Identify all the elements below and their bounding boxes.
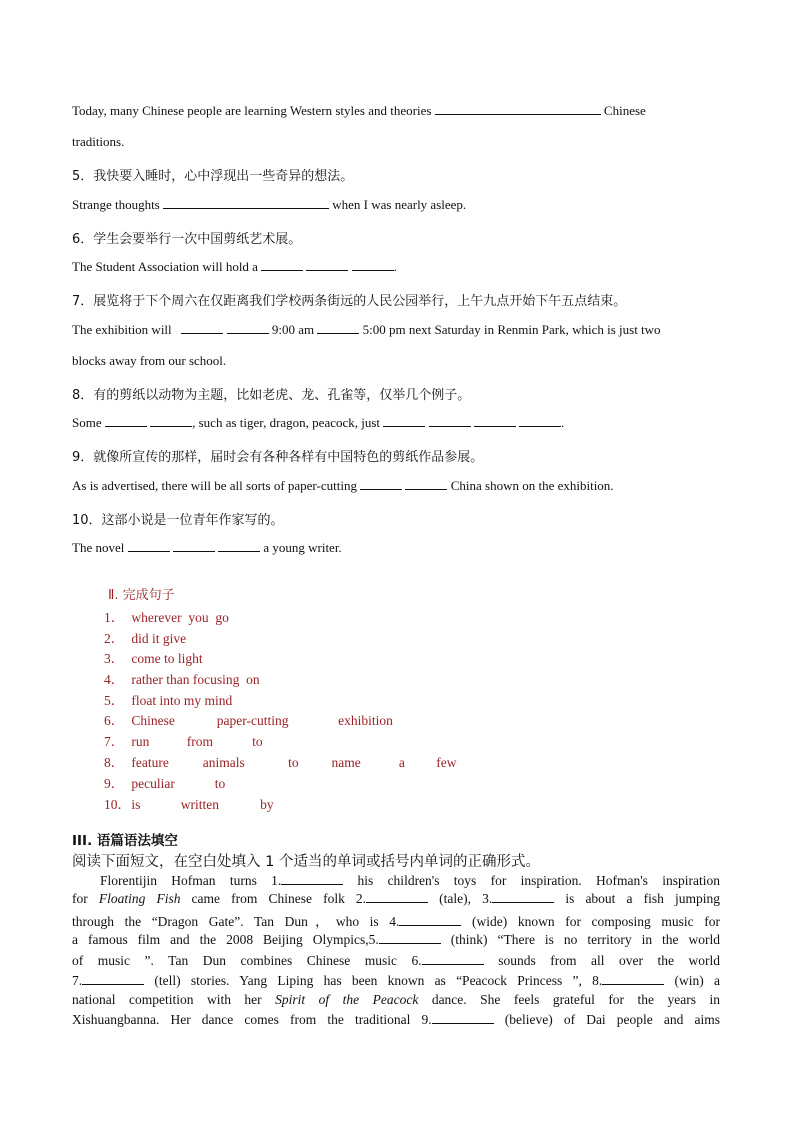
answer-word: to [214, 776, 226, 791]
answer-word: my [183, 693, 202, 708]
answer-blank-9[interactable] [432, 1011, 494, 1024]
passage-text: for [72, 891, 99, 906]
answer-word: come [131, 651, 161, 666]
answer-word: Chinese [131, 713, 175, 728]
passage-title-italic: Floating Fish [98, 891, 181, 906]
sentence-text: blocks away from our school. [72, 353, 227, 368]
sentence-text: , such as tiger, dragon, peacock, just [192, 415, 381, 430]
answer-line-6 [104, 709, 393, 729]
sentence-line [72, 540, 342, 556]
answer-blank-1[interactable] [281, 872, 343, 885]
sentence-line [72, 197, 466, 213]
answer-blank[interactable] [105, 415, 147, 427]
answer-blank[interactable] [173, 540, 215, 552]
answer-word: from [186, 734, 213, 749]
answer-word: name [331, 755, 361, 770]
sentence-line [72, 259, 397, 275]
answer-word: did [131, 631, 149, 646]
answer-blank[interactable] [306, 259, 348, 271]
sentence-text: . [393, 259, 397, 274]
answer-blank[interactable] [519, 415, 561, 427]
sentence-line [72, 478, 614, 494]
passage-text: Xishuangbanna. Her dance comes from the traditional 9. [72, 1012, 432, 1027]
sentence-text: 9:00 am [271, 322, 315, 337]
answer-blank-8[interactable] [602, 972, 664, 985]
answer-word: on [246, 672, 260, 687]
answer-blank-7[interactable] [82, 972, 144, 985]
answer-word: animals [202, 755, 245, 770]
answer-blank[interactable] [429, 415, 471, 427]
passage-text: of music ”. Tan Dun combines Chinese music 6. [72, 953, 422, 968]
answer-number: 3． [104, 651, 125, 666]
answer-word: feature [131, 755, 169, 770]
answer-word: wherever [131, 610, 182, 625]
answer-blank[interactable] [435, 103, 601, 115]
answer-line-8 [104, 751, 457, 771]
chinese-prompt: 8．有的剪纸以动物为主题，比如老虎、龙、孔雀等，仅举几个例子。 [72, 388, 471, 403]
answer-word: light [177, 651, 203, 666]
chinese-prompt: 9．就像所宣传的那样，届时会有各种各样有中国特色的剪纸作品参展。 [72, 450, 484, 465]
sentence-line [72, 415, 564, 431]
sentence-text: a young writer. [263, 540, 342, 555]
passage-text: Florentijin Hofman turns 1. [100, 873, 282, 888]
sentence-line [72, 103, 646, 119]
answer-number: 1． [104, 610, 125, 625]
answer-number: 7． [104, 734, 125, 749]
answer-word: rather [131, 672, 163, 687]
passage-title-italic: Spirit of the Peacock [275, 992, 419, 1007]
passage-text: is about a fish jumping [554, 891, 720, 906]
passage-text: (win) a [664, 973, 720, 988]
sentence-text: Strange thoughts [72, 197, 160, 212]
answer-word: exhibition [338, 713, 393, 728]
sentence-text: traditions. [72, 134, 125, 149]
answer-line-2 [104, 627, 186, 647]
passage-text: his children's toys for inspiration. Hofman's inspiration [343, 873, 720, 888]
chinese-prompt: 7．展览将于下个周六在仅距离我们学校两条街远的人民公园举行，上午九点开始下午五点结束。 [72, 294, 627, 309]
answer-word: by [260, 797, 274, 812]
passage-line [72, 1011, 720, 1028]
sentence-text: . [561, 415, 565, 430]
sentence-line [72, 353, 226, 369]
answer-blank[interactable] [352, 259, 394, 271]
chinese-prompt: 10．这部小说是一位青年作家写的。 [72, 513, 284, 528]
chinese-prompt: 5．我快要入睡时，心中浮现出一些奇异的想法。 [72, 169, 354, 184]
answer-blank[interactable] [317, 322, 359, 334]
answer-number: 9． [104, 776, 125, 791]
sentence-text: The novel [72, 540, 125, 555]
passage-text: sounds from all over the world [483, 953, 721, 968]
passage-text: (tell) stories. Yang Liping has been known as “Peacock Princess ”, 8. [144, 973, 603, 988]
sentence-text: As is advertised, there will be all sorts of paper-cutting [72, 478, 357, 493]
section-2-title: Ⅱ. 完成句子 [108, 588, 175, 603]
answer-blank-2[interactable] [366, 890, 428, 903]
answer-line-10 [104, 793, 274, 813]
answer-blank[interactable] [163, 197, 329, 209]
answer-word: to [288, 755, 299, 770]
answer-blank[interactable] [360, 478, 402, 490]
passage-text: 7. [72, 973, 83, 988]
answer-word: peculiar [131, 776, 175, 791]
sentence-text: Today, many Chinese people are learning Western styles and theories [72, 103, 432, 118]
answer-word: few [436, 755, 457, 770]
answer-word: to [164, 651, 175, 666]
sentence-text: 5:00 pm next Saturday in Renmin Park, which is just two [362, 322, 661, 337]
passage-line [72, 890, 720, 907]
passage-text: (think) “There is no territory in the world [440, 932, 720, 947]
answer-number: 4． [104, 672, 125, 687]
answer-number: 5． [104, 693, 125, 708]
answer-line-1 [104, 606, 229, 626]
sentence-text: The exhibition will [72, 322, 172, 337]
sentence-text: Chinese [603, 103, 646, 118]
answer-word: run [131, 734, 150, 749]
sentence-line [72, 134, 124, 150]
answer-word: you [188, 610, 209, 625]
passage-text: through the “Dragon Gate”. Tan Dun，who is 4. [72, 914, 400, 929]
answer-blank-5[interactable] [379, 931, 441, 944]
passage-text: (believe) of Dai people and aims [493, 1012, 720, 1027]
answer-word: to [252, 734, 263, 749]
chinese-prompt: 6．学生会要举行一次中国剪纸艺术展。 [72, 232, 302, 247]
answer-line-9 [104, 772, 225, 792]
answer-word: focusing [192, 672, 240, 687]
answer-word: float [131, 693, 157, 708]
passage-text: national competition with her [72, 992, 276, 1007]
sentence-text: when I was nearly asleep. [332, 197, 467, 212]
answer-word: mind [204, 693, 233, 708]
answer-number: 10． [104, 797, 131, 812]
answer-blank[interactable] [227, 322, 269, 334]
answer-blank-4[interactable] [399, 913, 461, 926]
passage-line [72, 972, 720, 989]
sentence-text: Some [72, 415, 102, 430]
answer-word: than [166, 672, 190, 687]
passage-text: a famous film and the 2008 Beijing Olympics,5. [72, 932, 379, 947]
answer-blank[interactable] [128, 540, 170, 552]
passage-line [100, 872, 720, 889]
answer-number: 2． [104, 631, 125, 646]
section-3-title: III. 语篇语法填空 [72, 833, 178, 849]
sentence-line [72, 322, 661, 338]
answer-blank-6[interactable] [422, 952, 484, 965]
passage-line [72, 910, 720, 930]
answer-blank-3[interactable] [492, 890, 554, 903]
answer-line-4 [104, 668, 260, 688]
answer-blank[interactable] [383, 415, 425, 427]
answer-word: a [398, 755, 405, 770]
passage-line [72, 952, 720, 969]
answer-word: it [152, 631, 160, 646]
answer-number: 6． [104, 713, 125, 728]
sentence-text: The Student Association will hold a [72, 259, 258, 274]
passage-text: dance. She feels grateful for the years in [418, 992, 720, 1007]
answer-line-3 [104, 647, 203, 667]
answer-line-7 [104, 730, 263, 750]
section-3-instruction: 阅读下面短文，在空白处填入 1 个适当的单词或括号内单词的正确形式。 [72, 854, 540, 870]
passage-line [72, 931, 720, 948]
passage-text: (wide) known for composing music for [461, 914, 720, 929]
answer-word: into [159, 693, 181, 708]
answer-line-5 [104, 689, 232, 709]
answer-blank[interactable] [218, 540, 260, 552]
passage-text: came from Chinese folk 2. [180, 891, 367, 906]
answer-blank[interactable] [181, 322, 223, 334]
answer-blank[interactable] [474, 415, 516, 427]
answer-word: written [180, 797, 219, 812]
answer-number: 8． [104, 755, 125, 770]
passage-text: (tale), 3. [428, 891, 493, 906]
answer-blank[interactable] [405, 478, 447, 490]
answer-word: paper-cutting [216, 713, 289, 728]
answer-word: go [215, 610, 229, 625]
passage-line [72, 992, 720, 1008]
answer-word: give [162, 631, 187, 646]
sentence-text: China shown on the exhibition. [450, 478, 614, 493]
answer-word: is [131, 797, 141, 812]
answer-blank[interactable] [150, 415, 192, 427]
answer-blank[interactable] [261, 259, 303, 271]
